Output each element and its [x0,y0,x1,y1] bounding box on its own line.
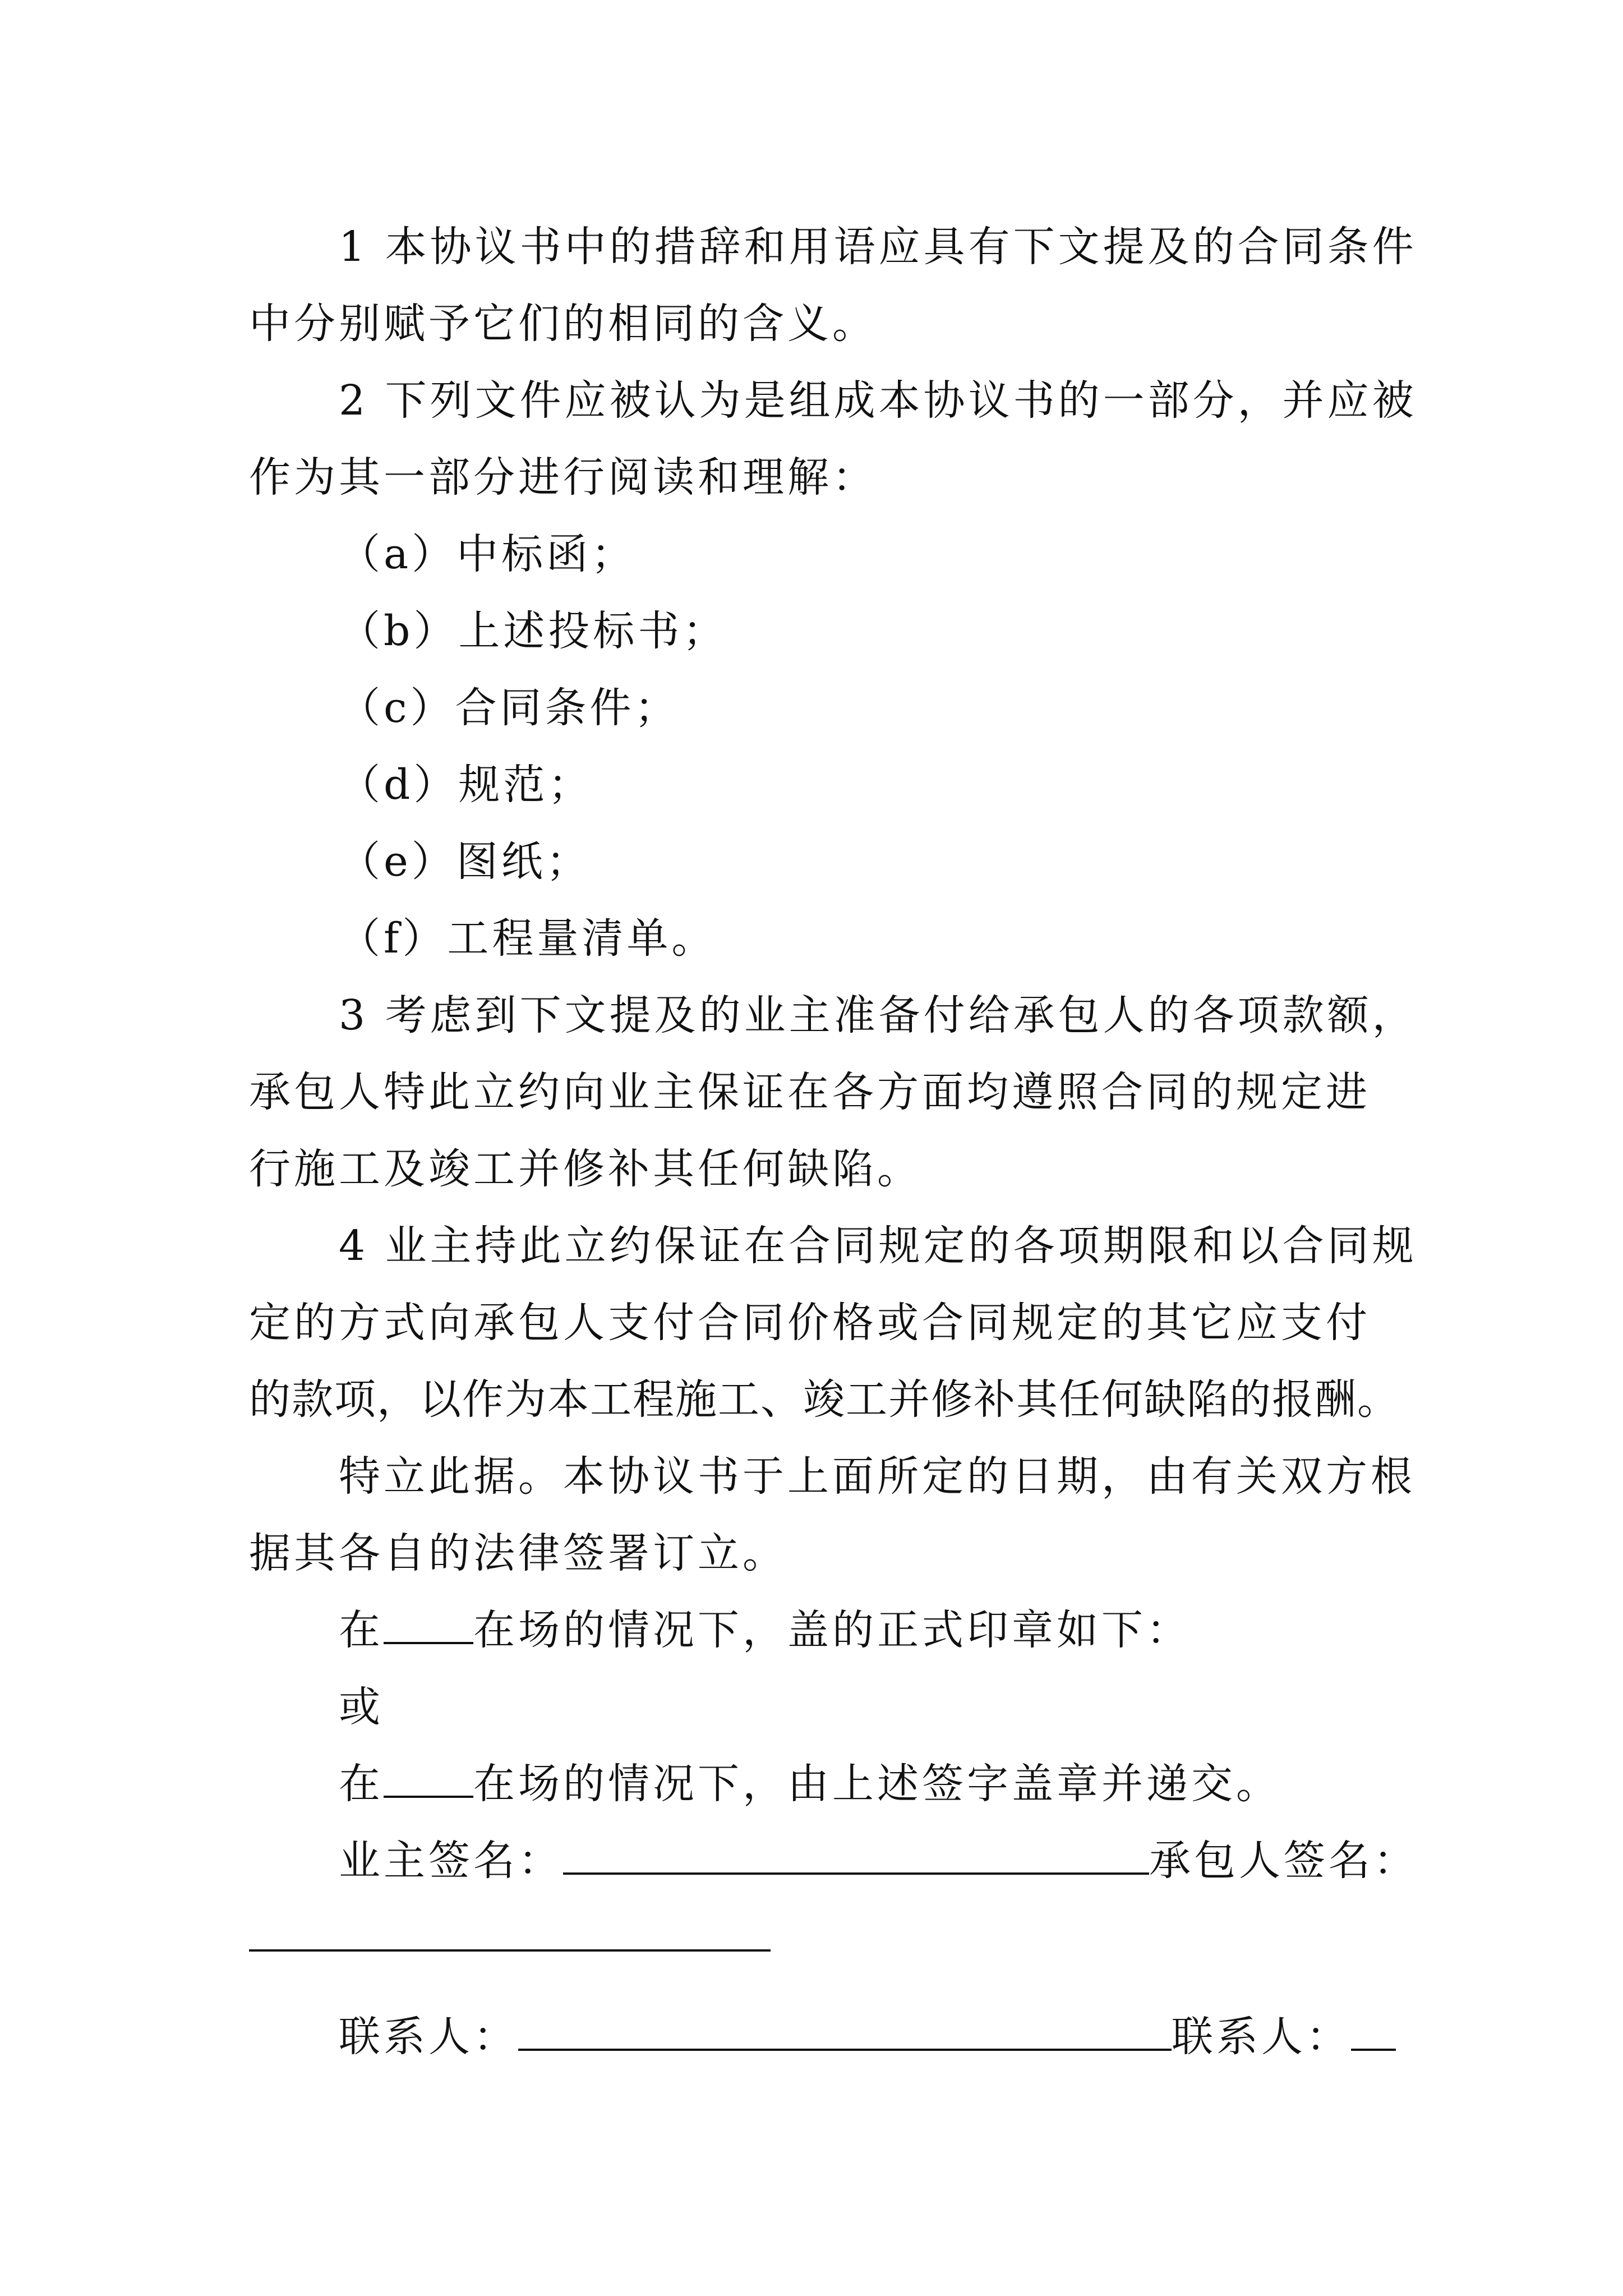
document-item-c: （c）合同条件； [339,684,680,732]
owner-sign-label: 业主签名： [339,1837,563,1885]
witness-seal-blank[interactable] [384,1606,473,1644]
agreement-body [249,209,1418,2076]
owner-contact-label: 联系人： [339,2013,518,2061]
or-line: 或 [339,1683,384,1731]
contractor-sign-field[interactable] [249,1916,771,1952]
signature-line [249,1823,1418,1899]
witness-sign-suffix: 在场的情况下，由上述签字盖章并递交。 [473,1760,1281,1808]
witness-seal-suffix: 在场的情况下，盖的正式印章如下： [473,1606,1191,1654]
spacer [249,1976,1387,1999]
document-item-a: （a）中标函； [339,530,637,578]
contractor-contact-label: 联系人： [1172,2013,1351,2061]
witness-sign-prefix: 在 [339,1760,384,1808]
contractor-contact-field[interactable] [1351,2013,1396,2051]
clause-3-line-1: 3 考虑到下文提及的业主准备付给承包人的各项款额， [339,991,1417,1039]
owner-contact-field[interactable] [518,2013,1172,2051]
contact-line [249,1999,1387,2076]
clause-2-line-2: 作为其一部分进行阅读和理解： [249,453,877,501]
clause-4-line-2: 定的方式向承包人支付合同价格或合同规定的其它应支付 [249,1299,1371,1347]
clause-4-line-3: 的款项，以作为本工程施工、竣工并修补其任何缺陷的报酬。 [249,1375,1400,1424]
clause-1-line-2: 中分别赋予它们的相同的含义。 [249,300,877,348]
clause-3-line-3: 行施工及竣工并修补其任何缺陷。 [249,1145,922,1193]
document-item-d: （d）规范； [339,761,593,809]
contractor-sign-label: 承包人签名： [1149,1837,1418,1885]
witness-sign-line [249,1746,1387,1823]
document-item-e: （e）图纸； [339,838,591,886]
contractor-sign-continuation [249,1899,1387,1976]
document-item-f: （f）工程量清单。 [339,914,717,963]
closing-line-1: 特立此据。本协议书于上面所定的日期，由有关双方根 [339,1452,1415,1501]
clause-1-line-1: 1 本协议书中的措辞和用语应具有下文提及的合同条件 [339,223,1417,271]
clause-4-line-1: 4 业主持此立约保证在合同规定的各项期限和以合同规 [339,1222,1417,1270]
closing-line-2: 据其各自的法律签署订立。 [249,1529,787,1577]
clause-2-line-1: 2 下列文件应被认为是组成本协议书的一部分，并应被 [339,376,1417,425]
witness-seal-line [249,1592,1387,1669]
document-item-b: （b）上述投标书； [339,607,728,655]
clause-3-line-2: 承包人特此立约向业主保证在各方面均遵照合同的规定进 [249,1068,1371,1116]
owner-sign-field[interactable] [563,1837,1149,1875]
witness-seal-prefix: 在 [339,1606,384,1654]
witness-sign-blank[interactable] [384,1760,473,1798]
